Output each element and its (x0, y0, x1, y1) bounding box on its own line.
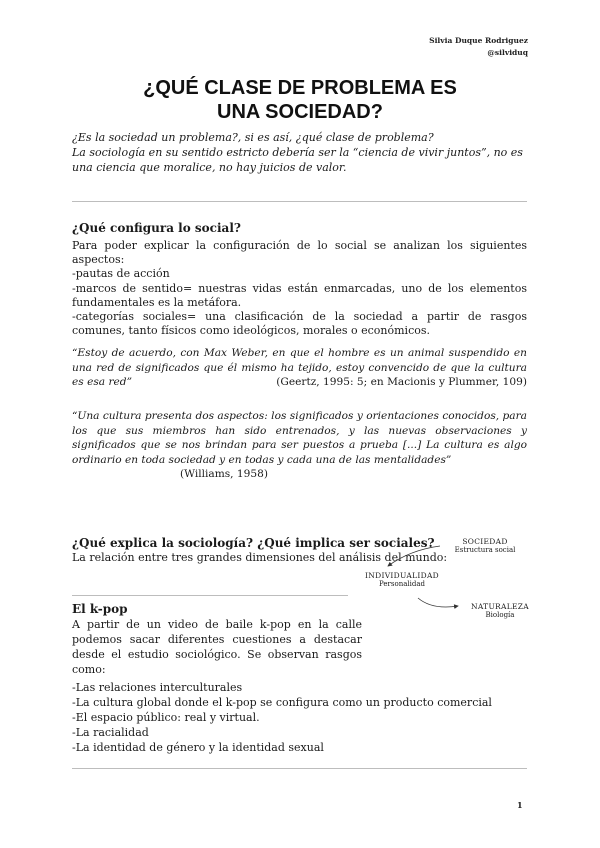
section3-list (72, 680, 527, 755)
quote-geertz (72, 346, 527, 390)
list-item: -La identidad de género y la identidad sexual (72, 741, 324, 754)
intro-line-2: La sociología en su sentido estricto debería ser la “ciencia de vivir juntos”, no es una ciencia que moralice, no hay juicios de valor. (72, 146, 523, 174)
author-block (429, 35, 528, 59)
quote-citation: (Geertz, 1995: 5; en Macionis y Plummer, 109) (276, 376, 527, 389)
short-divider (72, 595, 348, 596)
node-subtitle: Biología (485, 611, 515, 619)
section1-intro: Para poder explicar la configuración de lo social se analizan los siguientes aspectos: (72, 239, 527, 267)
section1-item: -categorías sociales= una clasificación de la sociedad a partir de rasgos comunes, tanto físicos como ideológicos, morales o económicos. (72, 310, 527, 338)
list-item: -La cultura global donde el k-pop se configura como un producto comercial (72, 696, 492, 709)
intro-block (72, 130, 527, 175)
page-title (0, 76, 600, 124)
quote-text: “Una cultura presenta dos aspectos: los significados y orientaciones conocidos, para los que sus miembros han sido entrenados, y las nuevas observaciones y significados que se nos brindan para ser puestos a prueba [...] La cultura es algo ordinario en toda sociedad y en todas y cada una de las mentalidades” (72, 410, 527, 466)
divider (72, 201, 527, 202)
quote-williams (72, 409, 527, 482)
intro-line-1: ¿Es la sociedad un problema?, si es así, ¿qué clase de problema? (72, 131, 434, 144)
section3-heading: El k-pop (72, 602, 128, 616)
list-item: -El espacio público: real y virtual. (72, 711, 260, 724)
node-title: INDIVIDUALIDAD (365, 571, 439, 580)
section3-body: A partir de un video de baile k-pop en la calle podemos sacar diferentes cuestiones a destacar desde el estudio sociológico. Se observan rasgos como: (72, 618, 362, 676)
section1-item: -marcos de sentido= nuestras vidas están enmarcadas, uno de los elementos fundamentales es la metáfora. (72, 281, 527, 309)
title-line-1: ¿QUÉ CLASE DE PROBLEMA ES (143, 77, 457, 99)
list-item: -La racialidad (72, 726, 149, 739)
node-title: SOCIEDAD (462, 537, 508, 546)
node-subtitle: Estructura social (454, 546, 516, 554)
list-item: -Las relaciones interculturales (72, 681, 243, 694)
arrow-sociedad-individualidad (388, 546, 440, 566)
section2-heading: ¿Qué explica la sociología? ¿Qué implica ser sociales? (72, 536, 435, 550)
node-subtitle: Personalidad (379, 580, 425, 588)
bottom-divider (72, 768, 527, 769)
author-handle: @silviduq (487, 48, 528, 57)
section1-heading: ¿Qué configura lo social? (72, 221, 241, 235)
section1-item: -pautas de acción (72, 267, 170, 281)
quote-citation: (Williams, 1958) (180, 468, 269, 481)
title-line-2: UNA SOCIEDAD? (217, 101, 383, 123)
arrow-individualidad-naturaleza (418, 598, 458, 607)
quote-text: “Estoy de acuerdo, con Max Weber, en que el hombre es un animal suspendido en una red de significados que él mismo ha tejido, estoy convencido de que la cultura es esa red” (72, 347, 527, 389)
section2-body: La relación entre tres grandes dimensiones del análisis del mundo: (72, 551, 448, 564)
section1-body (72, 239, 527, 338)
diagram-arrows (360, 540, 480, 620)
page-number: 1 (517, 800, 523, 810)
node-title: NATURALEZA (470, 602, 530, 611)
author-name: Silvia Duque Rodriguez (429, 36, 528, 45)
